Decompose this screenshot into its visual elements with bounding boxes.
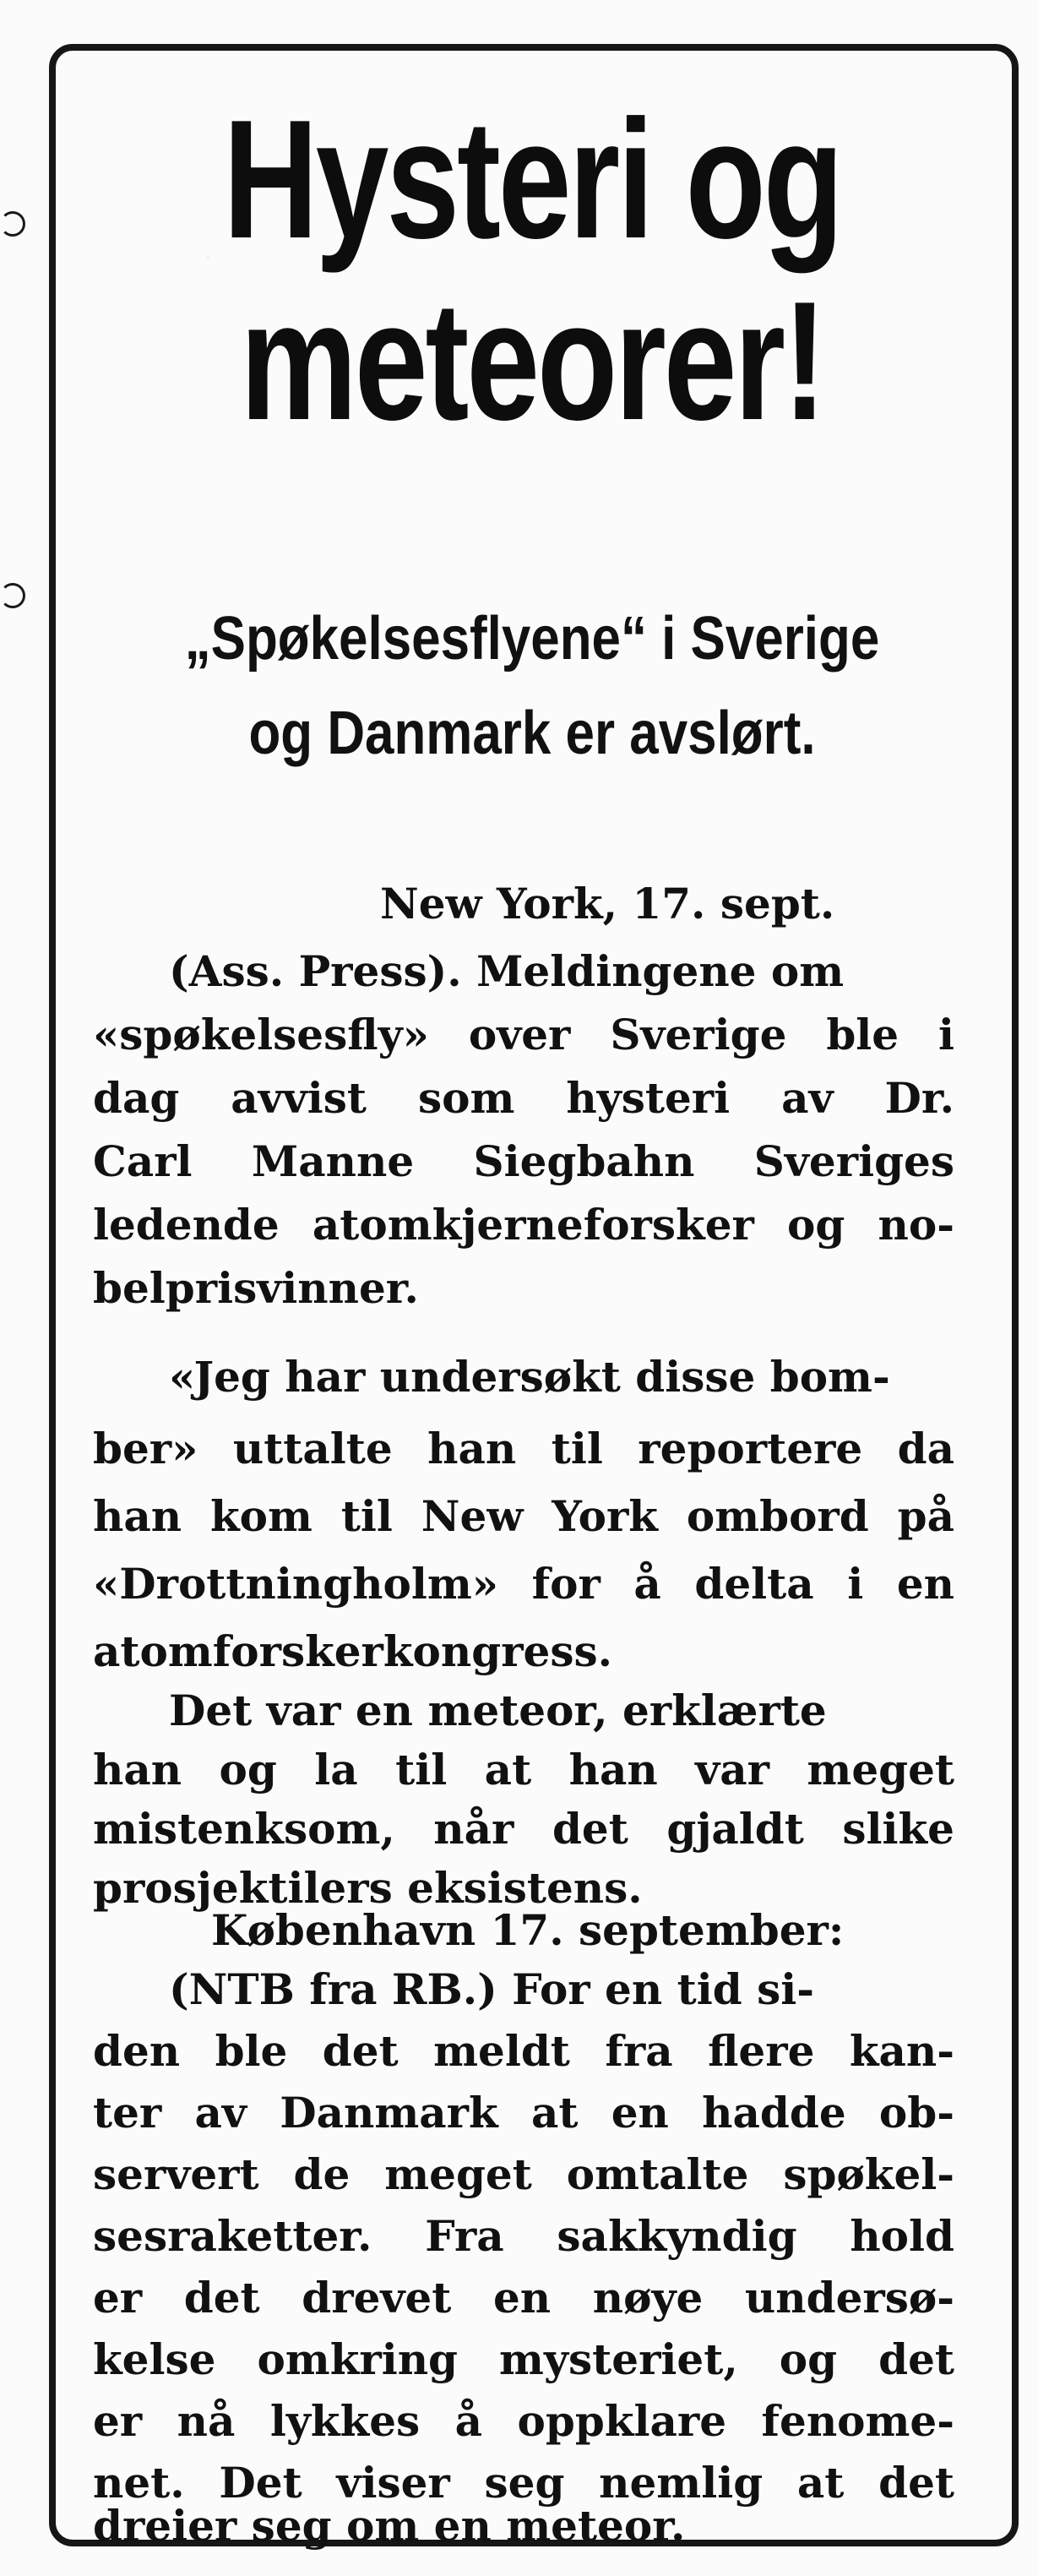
margin-marks <box>0 211 34 718</box>
body-line: mistenksom, når det gjaldt slike <box>93 1804 954 1854</box>
body-line: Carl Manne Siegbahn Sveriges <box>93 1136 954 1186</box>
margin-mark <box>0 583 25 608</box>
headline <box>183 85 882 455</box>
headline-line-1: Hysteri og <box>223 85 841 274</box>
body-line: «Jeg har undersøkt disse bom- <box>169 1352 890 1402</box>
body-line: atomforskerkongress. <box>93 1626 613 1676</box>
body-line: ledende atomkjerneforsker og no- <box>93 1200 954 1250</box>
headline-line-2: meteorer! <box>240 267 824 455</box>
subheadline <box>147 591 917 781</box>
body-line: den ble det meldt fra flere kan- <box>93 2026 954 2076</box>
body-line: «spøkelsesfly» over Sverige ble i <box>93 1010 954 1059</box>
body-line: er nå lykkes å oppklare fenome- <box>93 2396 954 2446</box>
body-line: han og la til at han var meget <box>93 1745 954 1794</box>
body-line: (Ass. Press). Meldingene om <box>169 946 845 996</box>
body-line: belprisvinner. <box>93 1263 419 1313</box>
body-line: han kom til New York ombord på <box>93 1491 954 1541</box>
body-line: kelse omkring mysteriet, og det <box>93 2334 954 2384</box>
margin-mark <box>0 211 25 237</box>
body-line: servert de meget omtalte spøkel- <box>93 2149 954 2199</box>
dateline-new-york: New York, 17. sept. <box>380 879 835 929</box>
body-line: er det drevet en nøye undersø- <box>93 2273 954 2323</box>
dateline-kobenhavn: København 17. september: <box>211 1905 845 1955</box>
body-line: ter av Danmark at en hadde ob- <box>93 2088 954 2138</box>
subheadline-line-1: „Spøkelsesflyene“ i Sverige <box>184 605 880 673</box>
body-line: prosjektilers eksistens. <box>93 1863 643 1913</box>
body-line: ber» uttalte han til reportere da <box>93 1424 954 1473</box>
body-line: dag avvist som hysteri av Dr. <box>93 1073 954 1123</box>
body-line: dreier seg om en meteor. <box>93 2501 686 2551</box>
body-line: (NTB fra RB.) For en tid si- <box>169 1964 814 2014</box>
body-line: «Drottningholm» for å delta i en <box>93 1559 954 1609</box>
body-line: sesraketter. Fra sakkyndig hold <box>93 2211 954 2261</box>
body-line: Det var en meteor, erklærte <box>169 1686 827 1735</box>
body-line: net. Det viser seg nemlig at det <box>93 2458 954 2508</box>
subheadline-line-2: og Danmark er avslørt. <box>248 700 816 767</box>
